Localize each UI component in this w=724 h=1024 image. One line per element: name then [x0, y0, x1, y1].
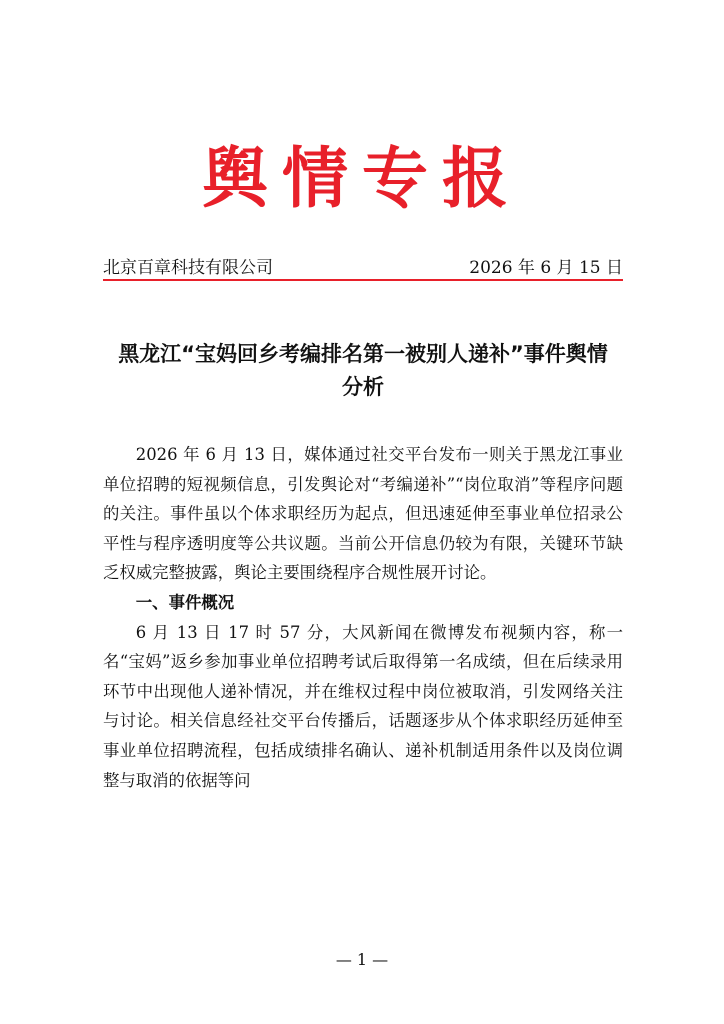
- issue-date: 2026 年 6 月 15 日: [469, 258, 623, 278]
- section-paragraph: 6 月 13 日 17 时 57 分，大风新闻在微博发布视频内容，称一名“宝妈”返乡参加事业单位招聘考试后取得第一名成绩，但在后续录用环节中出现他人递补情况，并在维权过程中岗位被取消，引发网络关注与讨论。相关信息经社交平台传播后，话题逐步从个体求职经历延伸至事业单位招聘流程，包括成绩排名确认、递补机制适用条件以及岗位调整与取消的依据等问: [103, 622, 623, 790]
- masthead-title: 舆情专报: [202, 139, 522, 217]
- company-name: 北京百章科技有限公司: [103, 258, 273, 278]
- intro-paragraph: 2026 年 6 月 13 日，媒体通过社交平台发布一则关于黑龙江事业单位招聘的短视频信息，引发舆论对“考编递补”“岗位取消”等程序问题的关注。事件虽以个体求职经历为起点，但迅速延伸至事业单位招录公平性与程序透明度等公共议题。当前公开信息仍较为有限，关键环节缺乏权威完整披露，舆论主要围绕程序合规性展开讨论。: [103, 445, 623, 583]
- document-body: [103, 440, 623, 884]
- section-heading: 一、事件概况: [135, 592, 235, 612]
- page-number: — 1 —: [335, 950, 389, 969]
- document-header: [103, 255, 623, 281]
- header-divider: [103, 279, 623, 281]
- document-title: 黑龙江“宝妈回乡考编排名第一被别人递补”事件舆情分析: [118, 342, 608, 399]
